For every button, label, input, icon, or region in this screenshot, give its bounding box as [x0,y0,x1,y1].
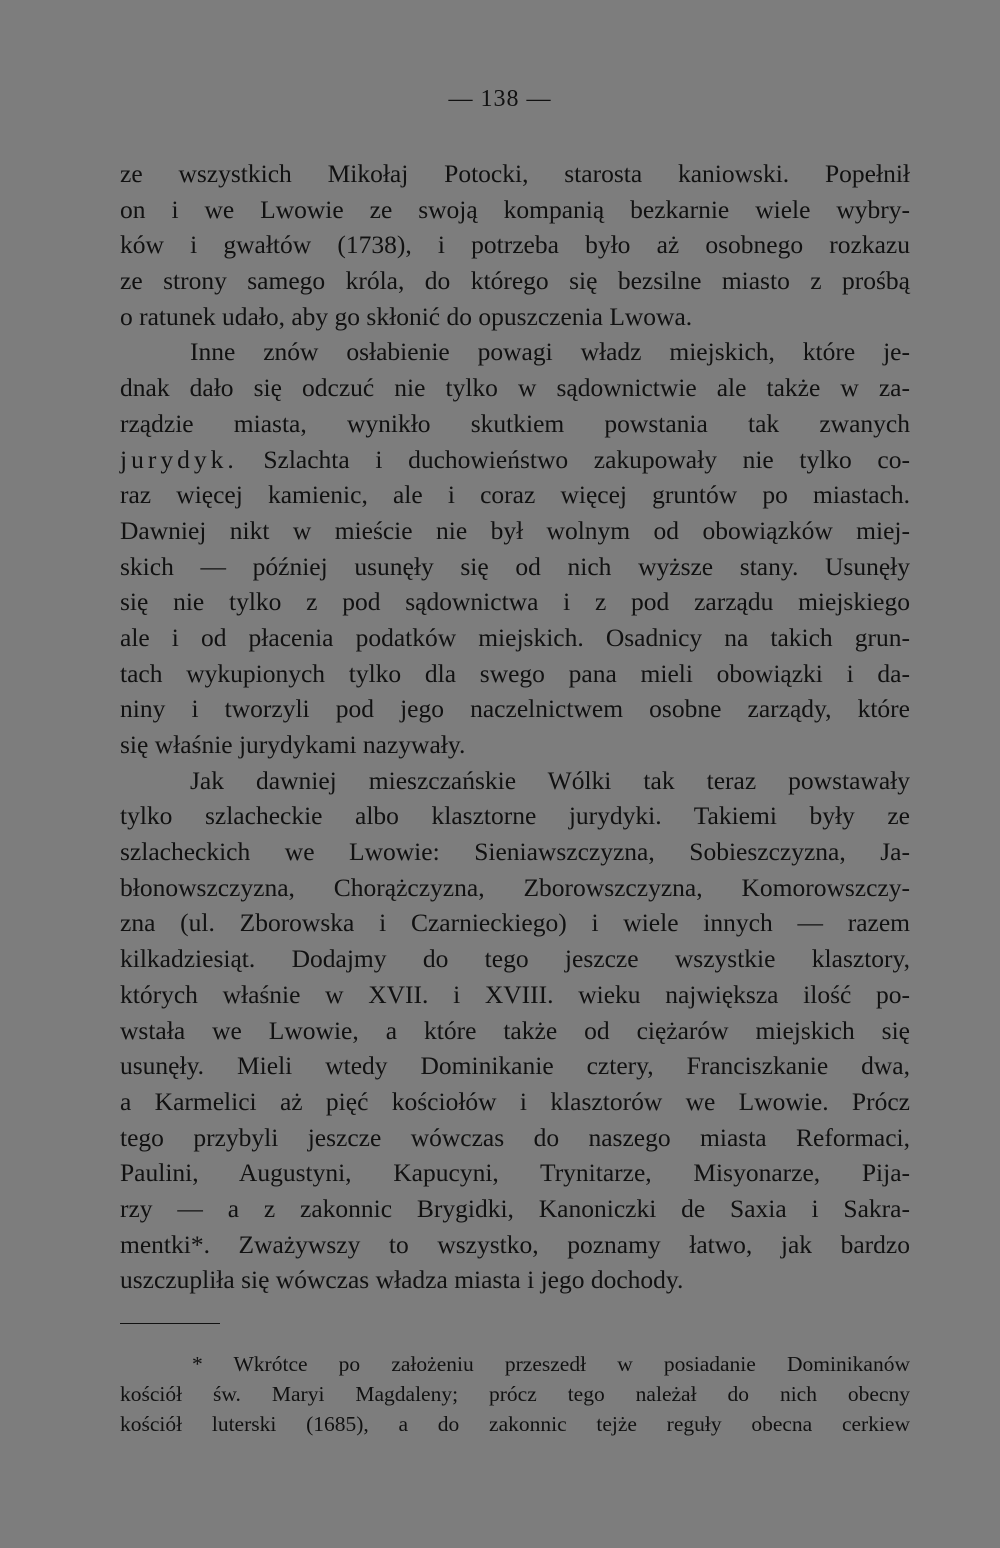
main-text [120,156,910,1298]
text-line: się nie tylko z pod sądownictwa i z pod zarządu miejskiego [120,587,910,617]
footnote [120,1349,910,1439]
text-line: usunęły. Mieli wtedy Dominikanie cztery, Franciszkanie dwa, [120,1051,910,1081]
text-line: ale i od płacenia podatków miejskich. Osadnicy na takich grun- [120,622,910,652]
text-line: tylko szlacheckie albo klasztorne jurydyki. Takiemi były ze [120,801,910,831]
text-span: Szlachta i duchowieństwo zakupowały nie tylko co- [237,444,910,474]
emphasized-term: jurydyk. [120,444,238,474]
text-line: Inne znów osłabienie powagi władz miejskich, które je- [190,337,910,367]
text-line: on i we Lwowie ze swoją kompanią bezkarnie wiele wybry- [120,194,910,224]
footnote-separator [120,1323,220,1324]
text-line: szlacheckich we Lwowie: Sieniawszczyzna, Sobieszczyzna, Ja- [120,837,910,867]
text-line: niny i tworzyli pod jego naczelnictwem osobne zarządy, które [120,694,910,724]
text-line: kilkadziesiąt. Dodajmy do tego jeszcze wszystkie klasztory, [120,944,910,974]
text-line: ków i gwałtów (1738), i potrzeba było aż osobnego rozkazu [120,230,910,260]
text-line: rzy — a z zakonnic Brygidki, Kanoniczki de Saxia i Sakra- [120,1193,910,1223]
text-line: błonowszczyzna, Chorążczyzna, Zborowszczyzna, Komorowszczy- [120,872,910,902]
text-line: raz więcej kamienic, ale i coraz więcej gruntów po miastach. [120,480,910,510]
text-line: ze wszystkich Mikołaj Potocki, starosta kaniowski. Popełnił [120,159,910,188]
text-line: się właśnie jurydykami nazywały. [120,730,466,759]
text-line: Paulini, Augustyni, Kapucyni, Trynitarze, Misyonarze, Pija- [120,1158,910,1188]
text-line: o ratunek udało, aby go skłonić do opuszczenia Lwowa. [120,301,693,331]
text-line: rządzie miasta, wynikło skutkiem powstania tak zwanych [120,408,910,438]
text-line: tach wykupionych tylko dla swego pana mieli obowiązki i da- [120,658,910,688]
text-line: dnak dało się odczuć nie tylko w sądownictwie ale także w za- [120,373,910,403]
text-line: których właśnie w XVII. i XVIII. wieku największa ilość po- [120,979,910,1009]
footnote-line: kościół św. Maryi Magdaleny; prócz tego należał do nich obecny [120,1382,910,1406]
text-line [120,442,910,478]
text-line: a Karmelici aż pięć kościołów i klasztorów we Lwowie. Prócz [120,1086,910,1116]
text-line: skich — później usunęły się od nich wyższe stany. Usunęły [120,551,910,581]
text-line: Dawniej nikt w mieście nie był wolnym od obowiązków miej- [120,515,910,545]
text-line: tego przybyli jeszcze wówczas do naszego miasta Reformaci, [120,1122,910,1152]
text-line: zna (ul. Zborowska i Czarnieckiego) i wiele innych — razem [120,908,910,938]
footnote-line: * Wkrótce po założeniu przeszedł w posiadanie Dominikanów [192,1352,910,1376]
text-line: mentki*. Zważywszy to wszystko, poznamy łatwo, jak bardzo [120,1229,910,1259]
page-number: — 138 — [448,86,552,112]
text-line: wstała we Lwowie, a które także od ciężarów miejskich się [120,1015,910,1045]
text-line: Jak dawniej mieszczańskie Wólki tak teraz powstawały [190,765,910,795]
text-line: ze strony samego króla, do którego się bezsilne miasto z prośbą [120,266,910,296]
footnote-line: kościół luterski (1685), a do zakonnic tejże reguły obecna cerkiew [120,1412,910,1436]
text-line: uszczupliła się wówczas władza miasta i jego dochody. [120,1265,684,1295]
